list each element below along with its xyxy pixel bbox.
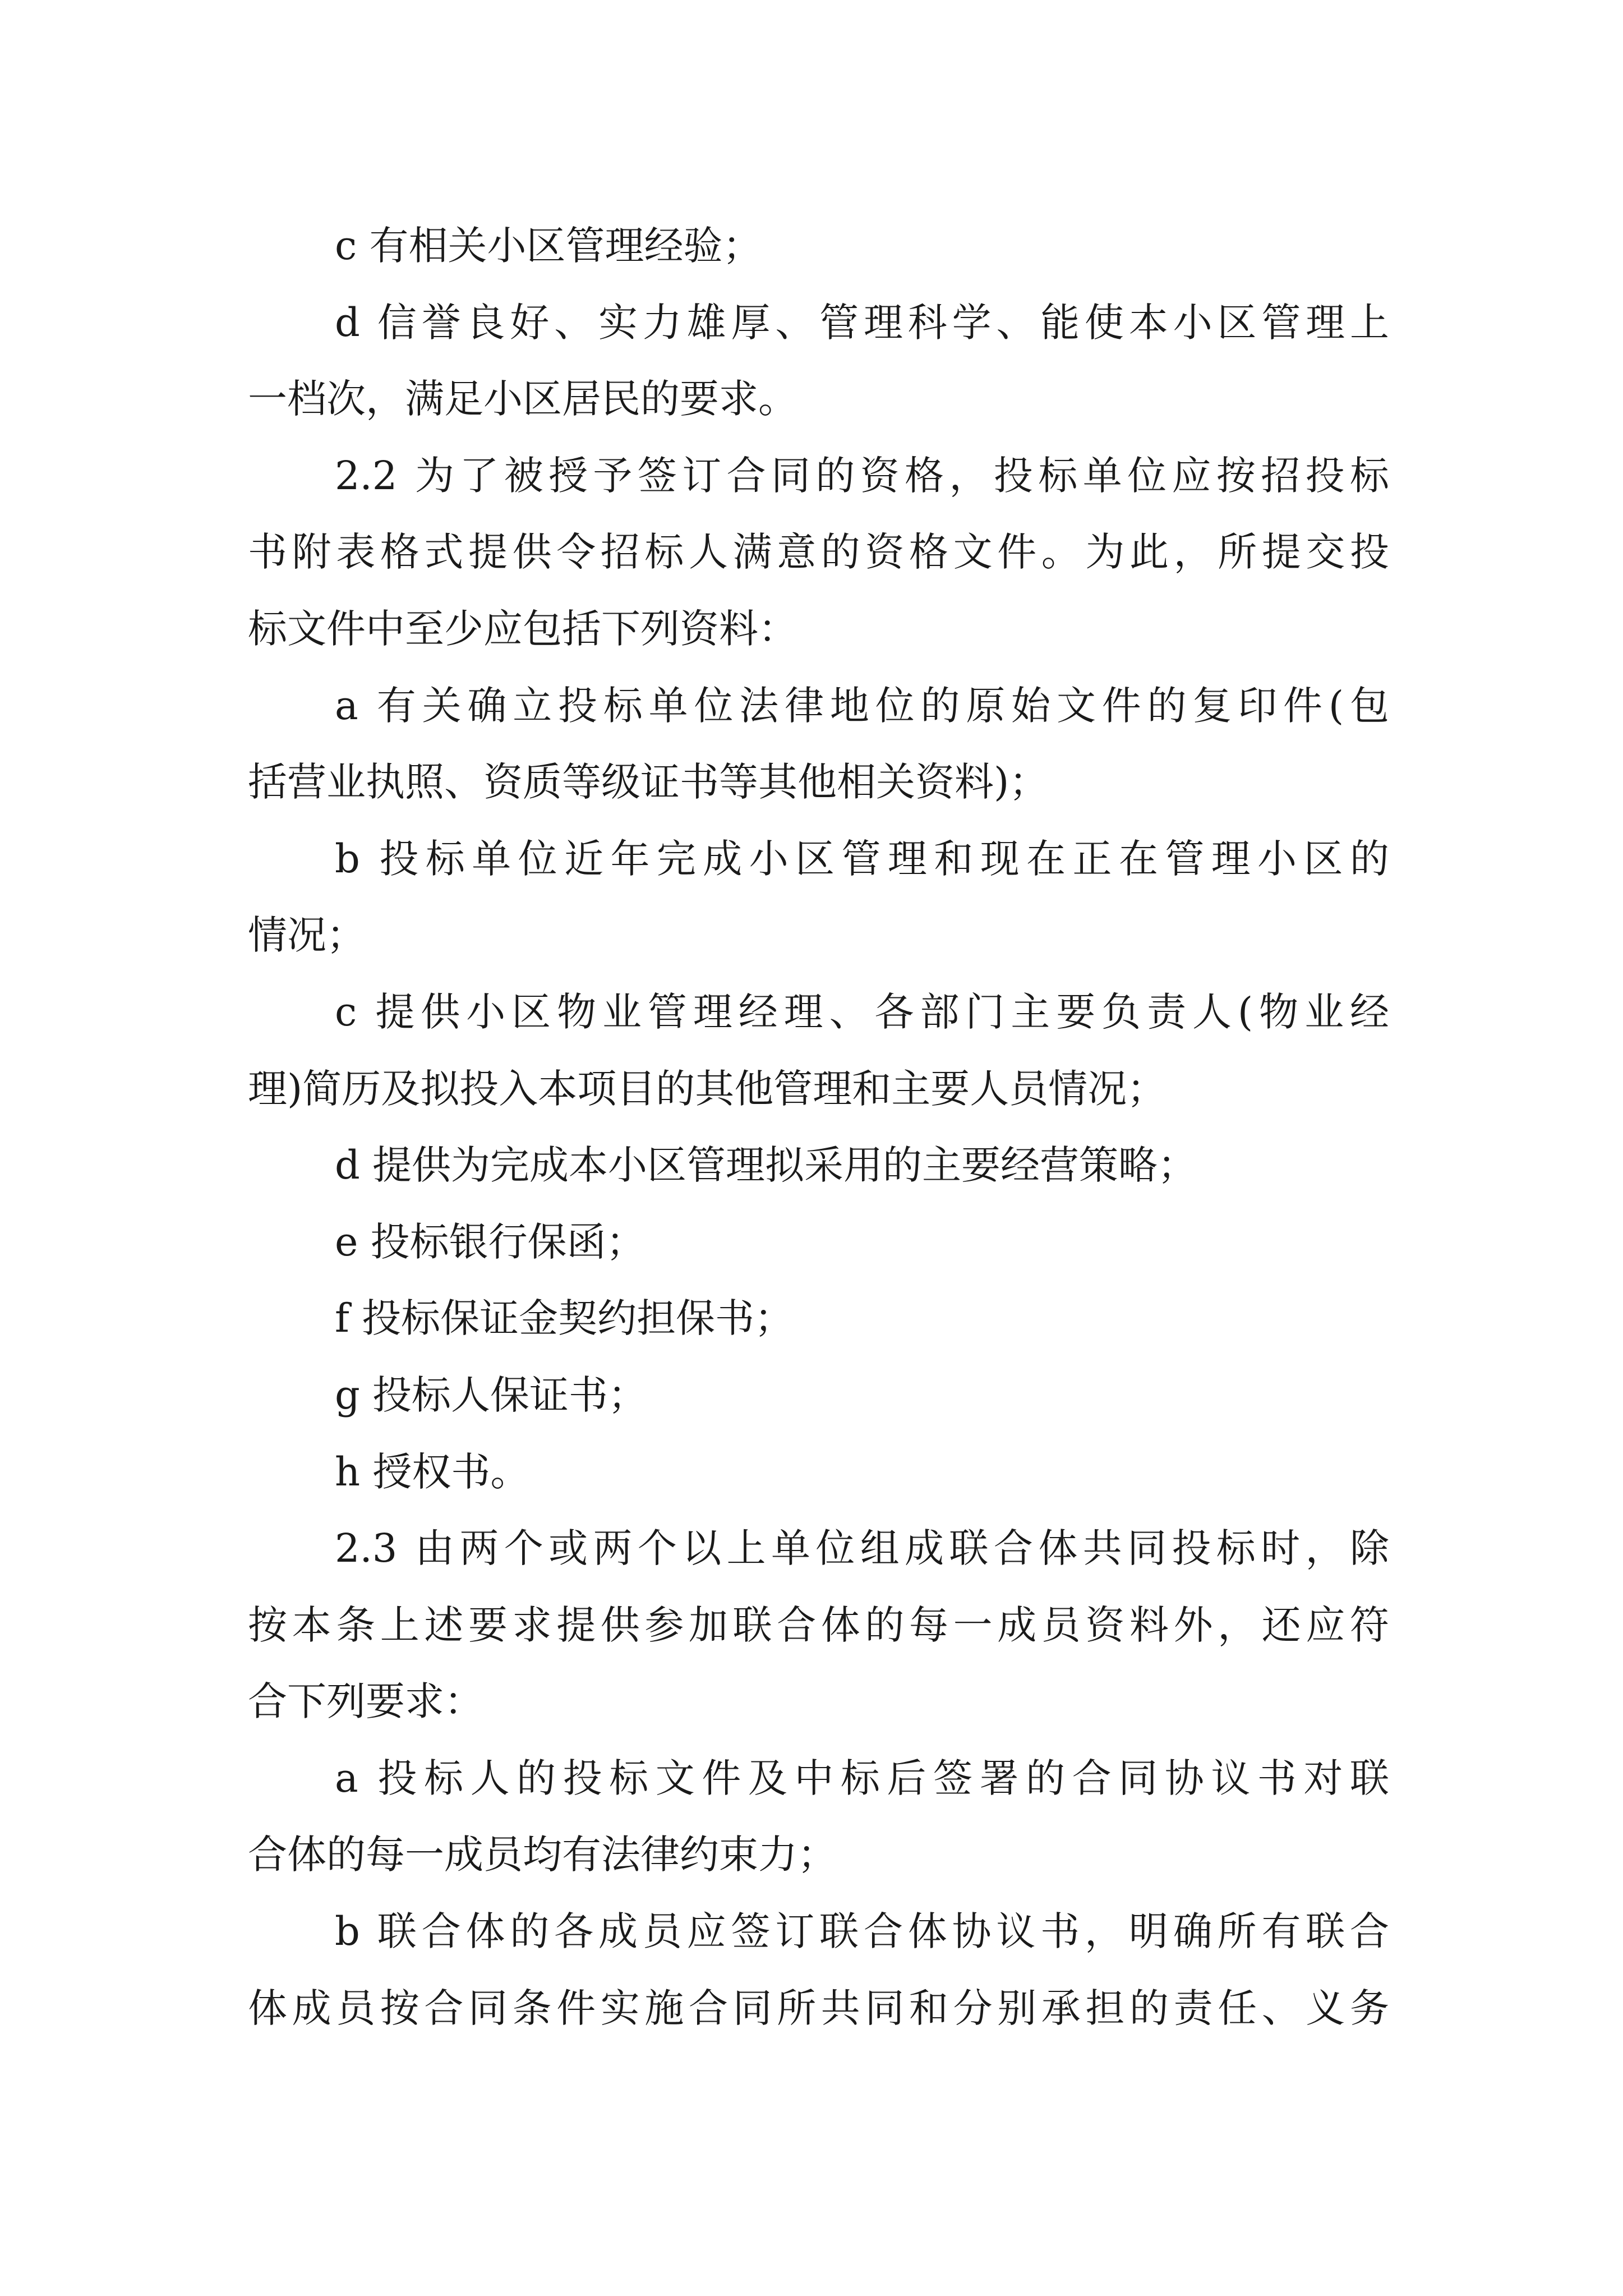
text-line: c 有相关小区管理经验； [335, 223, 762, 269]
text-line: c 提供小区物业管理经理、各部门主要负责人(物业经 [335, 988, 1389, 1035]
text-line: 2.3 由两个或两个以上单位组成联合体共同投标时，除 [335, 1525, 1389, 1572]
text-line: 一档次，满足小区居民的要求。 [248, 376, 797, 422]
text-line: 括营业执照、资质等级证书等其他相关资料)； [248, 759, 1049, 806]
document-body [248, 208, 1389, 2046]
text-line: 理)简历及拟投入本项目的其他管理和主要人员情况； [248, 1065, 1166, 1112]
text-line: b 联合体的各成员应签订联合体协议书，明确所有联合 [335, 1908, 1389, 1955]
text-line: d 提供为完成本小区管理拟采用的主要经营策略； [335, 1142, 1197, 1189]
text-line: 书附表格式提供令招标人满意的资格文件。为此，所提交投 [248, 529, 1389, 576]
text-line: 按本条上述要求提供参加联合体的每一成员资料外，还应符 [248, 1602, 1389, 1648]
text-line: f 投标保证金契约担保书； [335, 1295, 794, 1342]
text-line: 2.2 为了被授予签订合同的资格，投标单位应按招投标 [335, 452, 1389, 499]
text-line: 合下列要求： [248, 1678, 483, 1725]
text-line: b 投标单位近年完成小区管理和现在正在管理小区的 [335, 835, 1389, 882]
text-line: 情况； [248, 912, 366, 959]
text-line: 合体的每一成员均有法律约束力； [248, 1832, 837, 1878]
text-line: g 投标人保证书； [335, 1372, 648, 1418]
text-line: a 投标人的投标文件及中标后签署的合同协议书对联 [335, 1755, 1389, 1801]
text-line: 标文件中至少应包括下列资料： [248, 605, 797, 652]
text-line: d 信誉良好、实力雄厚、管理科学、能使本小区管理上 [335, 299, 1389, 346]
text-line: h 授权书。 [335, 1448, 530, 1495]
text-line: e 投标银行保函； [335, 1218, 645, 1265]
text-line: 体成员按合同条件实施合同所共同和分别承担的责任、义务 [248, 1985, 1389, 2031]
text-line: a 有关确立投标单位法律地位的原始文件的复印件(包 [335, 682, 1389, 729]
